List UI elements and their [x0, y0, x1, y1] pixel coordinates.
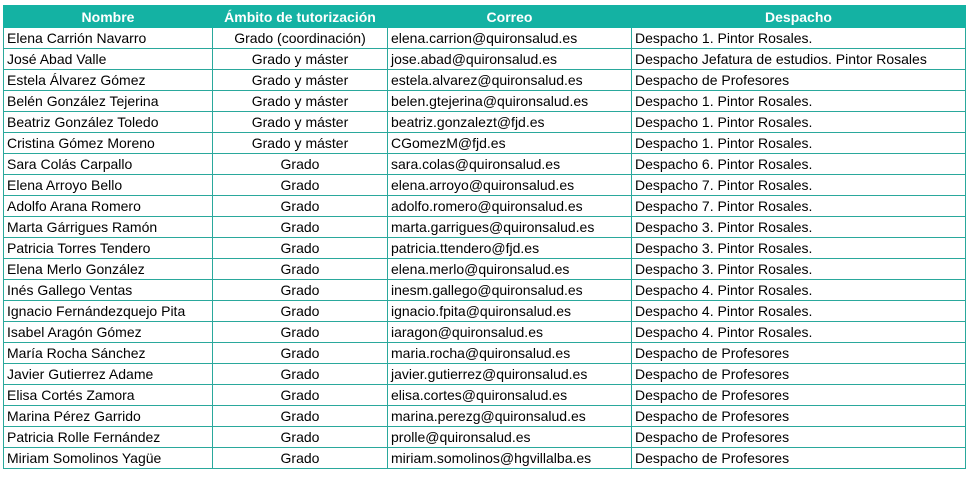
- cell-despacho[interactable]: Despacho 7. Pintor Rosales.: [632, 196, 966, 217]
- cell-despacho[interactable]: Despacho 1. Pintor Rosales.: [632, 28, 966, 49]
- table-row: [4, 196, 966, 217]
- cell-despacho[interactable]: Despacho 1. Pintor Rosales.: [632, 133, 966, 154]
- cell-correo[interactable]: inesm.gallego@quironsalud.es: [388, 280, 632, 301]
- cell-ambito[interactable]: Grado: [213, 280, 388, 301]
- cell-nombre[interactable]: Sara Colás Carpallo: [4, 154, 213, 175]
- cell-correo[interactable]: belen.gtejerina@quironsalud.es: [388, 91, 632, 112]
- cell-nombre[interactable]: Marina Pérez Garrido: [4, 406, 213, 427]
- cell-ambito[interactable]: Grado: [213, 427, 388, 448]
- cell-nombre[interactable]: Javier Gutierrez Adame: [4, 364, 213, 385]
- cell-correo[interactable]: ignacio.fpita@quironsalud.es: [388, 301, 632, 322]
- cell-nombre[interactable]: Elena Merlo González: [4, 259, 213, 280]
- tutors-sheet: [3, 5, 965, 469]
- cell-correo[interactable]: sara.colas@quironsalud.es: [388, 154, 632, 175]
- cell-despacho[interactable]: Despacho 3. Pintor Rosales.: [632, 217, 966, 238]
- cell-nombre[interactable]: Elisa Cortés Zamora: [4, 385, 213, 406]
- cell-ambito[interactable]: Grado: [213, 364, 388, 385]
- cell-ambito[interactable]: Grado (coordinación): [213, 28, 388, 49]
- header-nombre[interactable]: Nombre: [4, 6, 213, 28]
- cell-correo[interactable]: beatriz.gonzalezt@fjd.es: [388, 112, 632, 133]
- cell-ambito[interactable]: Grado: [213, 406, 388, 427]
- cell-nombre[interactable]: Inés Gallego Ventas: [4, 280, 213, 301]
- cell-nombre[interactable]: Isabel Aragón Gómez: [4, 322, 213, 343]
- cell-nombre[interactable]: María Rocha Sánchez: [4, 343, 213, 364]
- cell-despacho[interactable]: Despacho 7. Pintor Rosales.: [632, 175, 966, 196]
- cell-ambito[interactable]: Grado: [213, 217, 388, 238]
- table-row: [4, 70, 966, 91]
- cell-correo[interactable]: elena.merlo@quironsalud.es: [388, 259, 632, 280]
- cell-despacho[interactable]: Despacho 3. Pintor Rosales.: [632, 259, 966, 280]
- cell-despacho[interactable]: Despacho 1. Pintor Rosales.: [632, 91, 966, 112]
- cell-correo[interactable]: elisa.cortes@quironsalud.es: [388, 385, 632, 406]
- cell-ambito[interactable]: Grado: [213, 343, 388, 364]
- cell-correo[interactable]: estela.alvarez@quironsalud.es: [388, 70, 632, 91]
- table-body: [4, 28, 966, 469]
- table-row: [4, 49, 966, 70]
- cell-ambito[interactable]: Grado y máster: [213, 112, 388, 133]
- cell-nombre[interactable]: Patricia Rolle Fernández: [4, 427, 213, 448]
- cell-despacho[interactable]: Despacho de Profesores: [632, 364, 966, 385]
- cell-despacho[interactable]: Despacho 6. Pintor Rosales.: [632, 154, 966, 175]
- table-row: [4, 91, 966, 112]
- cell-correo[interactable]: prolle@quironsalud.es: [388, 427, 632, 448]
- table-row: [4, 175, 966, 196]
- cell-ambito[interactable]: Grado: [213, 322, 388, 343]
- cell-correo[interactable]: adolfo.romero@quironsalud.es: [388, 196, 632, 217]
- table-row: [4, 112, 966, 133]
- cell-nombre[interactable]: Adolfo Arana Romero: [4, 196, 213, 217]
- table-row: [4, 427, 966, 448]
- cell-nombre[interactable]: Patricia Torres Tendero: [4, 238, 213, 259]
- cell-despacho[interactable]: Despacho 3. Pintor Rosales.: [632, 238, 966, 259]
- cell-despacho[interactable]: Despacho Jefatura de estudios. Pintor Rosales: [632, 49, 966, 70]
- table-row: [4, 448, 966, 469]
- cell-correo[interactable]: patricia.ttendero@fjd.es: [388, 238, 632, 259]
- cell-correo[interactable]: jose.abad@quironsalud.es: [388, 49, 632, 70]
- table-row: [4, 385, 966, 406]
- cell-correo[interactable]: iaragon@quironsalud.es: [388, 322, 632, 343]
- table-row: [4, 238, 966, 259]
- cell-ambito[interactable]: Grado y máster: [213, 70, 388, 91]
- cell-nombre[interactable]: Elena Carrión Navarro: [4, 28, 213, 49]
- cell-despacho[interactable]: Despacho 4. Pintor Rosales.: [632, 301, 966, 322]
- table-row: [4, 406, 966, 427]
- cell-nombre[interactable]: Marta Gárrigues Ramón: [4, 217, 213, 238]
- table-row: [4, 217, 966, 238]
- cell-correo[interactable]: marina.perezg@quironsalud.es: [388, 406, 632, 427]
- cell-correo[interactable]: javier.gutierrez@quironsalud.es: [388, 364, 632, 385]
- header-correo[interactable]: Correo: [388, 6, 632, 28]
- cell-despacho[interactable]: Despacho de Profesores: [632, 343, 966, 364]
- cell-nombre[interactable]: José Abad Valle: [4, 49, 213, 70]
- table-row: [4, 322, 966, 343]
- header-ambito-tutorizacion[interactable]: Ámbito de tutorización: [213, 6, 388, 28]
- cell-ambito[interactable]: Grado: [213, 301, 388, 322]
- cell-ambito[interactable]: Grado: [213, 154, 388, 175]
- cell-despacho[interactable]: Despacho de Profesores: [632, 448, 966, 469]
- table-header: [4, 6, 966, 28]
- table-row: [4, 133, 966, 154]
- cell-correo[interactable]: maria.rocha@quironsalud.es: [388, 343, 632, 364]
- table-row: [4, 301, 966, 322]
- cell-nombre[interactable]: Miriam Somolinos Yagüe: [4, 448, 213, 469]
- cell-nombre[interactable]: Elena Arroyo Bello: [4, 175, 213, 196]
- cell-ambito[interactable]: Grado: [213, 385, 388, 406]
- cell-correo[interactable]: CGomezM@fjd.es: [388, 133, 632, 154]
- cell-despacho[interactable]: Despacho de Profesores: [632, 427, 966, 448]
- table-row: [4, 259, 966, 280]
- cell-correo[interactable]: elena.arroyo@quironsalud.es: [388, 175, 632, 196]
- cell-nombre[interactable]: Belén González Tejerina: [4, 91, 213, 112]
- cell-ambito[interactable]: Grado: [213, 196, 388, 217]
- cell-ambito[interactable]: Grado: [213, 448, 388, 469]
- header-despacho[interactable]: Despacho: [632, 6, 966, 28]
- cell-correo[interactable]: marta.garrigues@quironsalud.es: [388, 217, 632, 238]
- cell-despacho[interactable]: Despacho 1. Pintor Rosales.: [632, 112, 966, 133]
- cell-ambito[interactable]: Grado: [213, 259, 388, 280]
- header-row: [4, 6, 966, 28]
- cell-ambito[interactable]: Grado y máster: [213, 91, 388, 112]
- cell-despacho[interactable]: Despacho de Profesores: [632, 385, 966, 406]
- table-row: [4, 280, 966, 301]
- table-row: [4, 28, 966, 49]
- cell-nombre[interactable]: Cristina Gómez Moreno: [4, 133, 213, 154]
- cell-ambito[interactable]: Grado y máster: [213, 49, 388, 70]
- cell-despacho[interactable]: Despacho 4. Pintor Rosales.: [632, 280, 966, 301]
- cell-correo[interactable]: elena.carrion@quironsalud.es: [388, 28, 632, 49]
- cell-nombre[interactable]: Ignacio Fernándezquejo Pita: [4, 301, 213, 322]
- cell-nombre[interactable]: Estela Álvarez Gómez: [4, 70, 213, 91]
- cell-ambito[interactable]: Grado: [213, 175, 388, 196]
- cell-correo[interactable]: miriam.somolinos@hgvillalba.es: [388, 448, 632, 469]
- table-row: [4, 154, 966, 175]
- table-row: [4, 364, 966, 385]
- cell-despacho[interactable]: Despacho de Profesores: [632, 406, 966, 427]
- cell-ambito[interactable]: Grado: [213, 238, 388, 259]
- cell-despacho[interactable]: Despacho 4. Pintor Rosales.: [632, 322, 966, 343]
- cell-nombre[interactable]: Beatriz González Toledo: [4, 112, 213, 133]
- table-row: [4, 343, 966, 364]
- tutors-table: [3, 5, 966, 469]
- cell-despacho[interactable]: Despacho de Profesores: [632, 70, 966, 91]
- cell-ambito[interactable]: Grado y máster: [213, 133, 388, 154]
